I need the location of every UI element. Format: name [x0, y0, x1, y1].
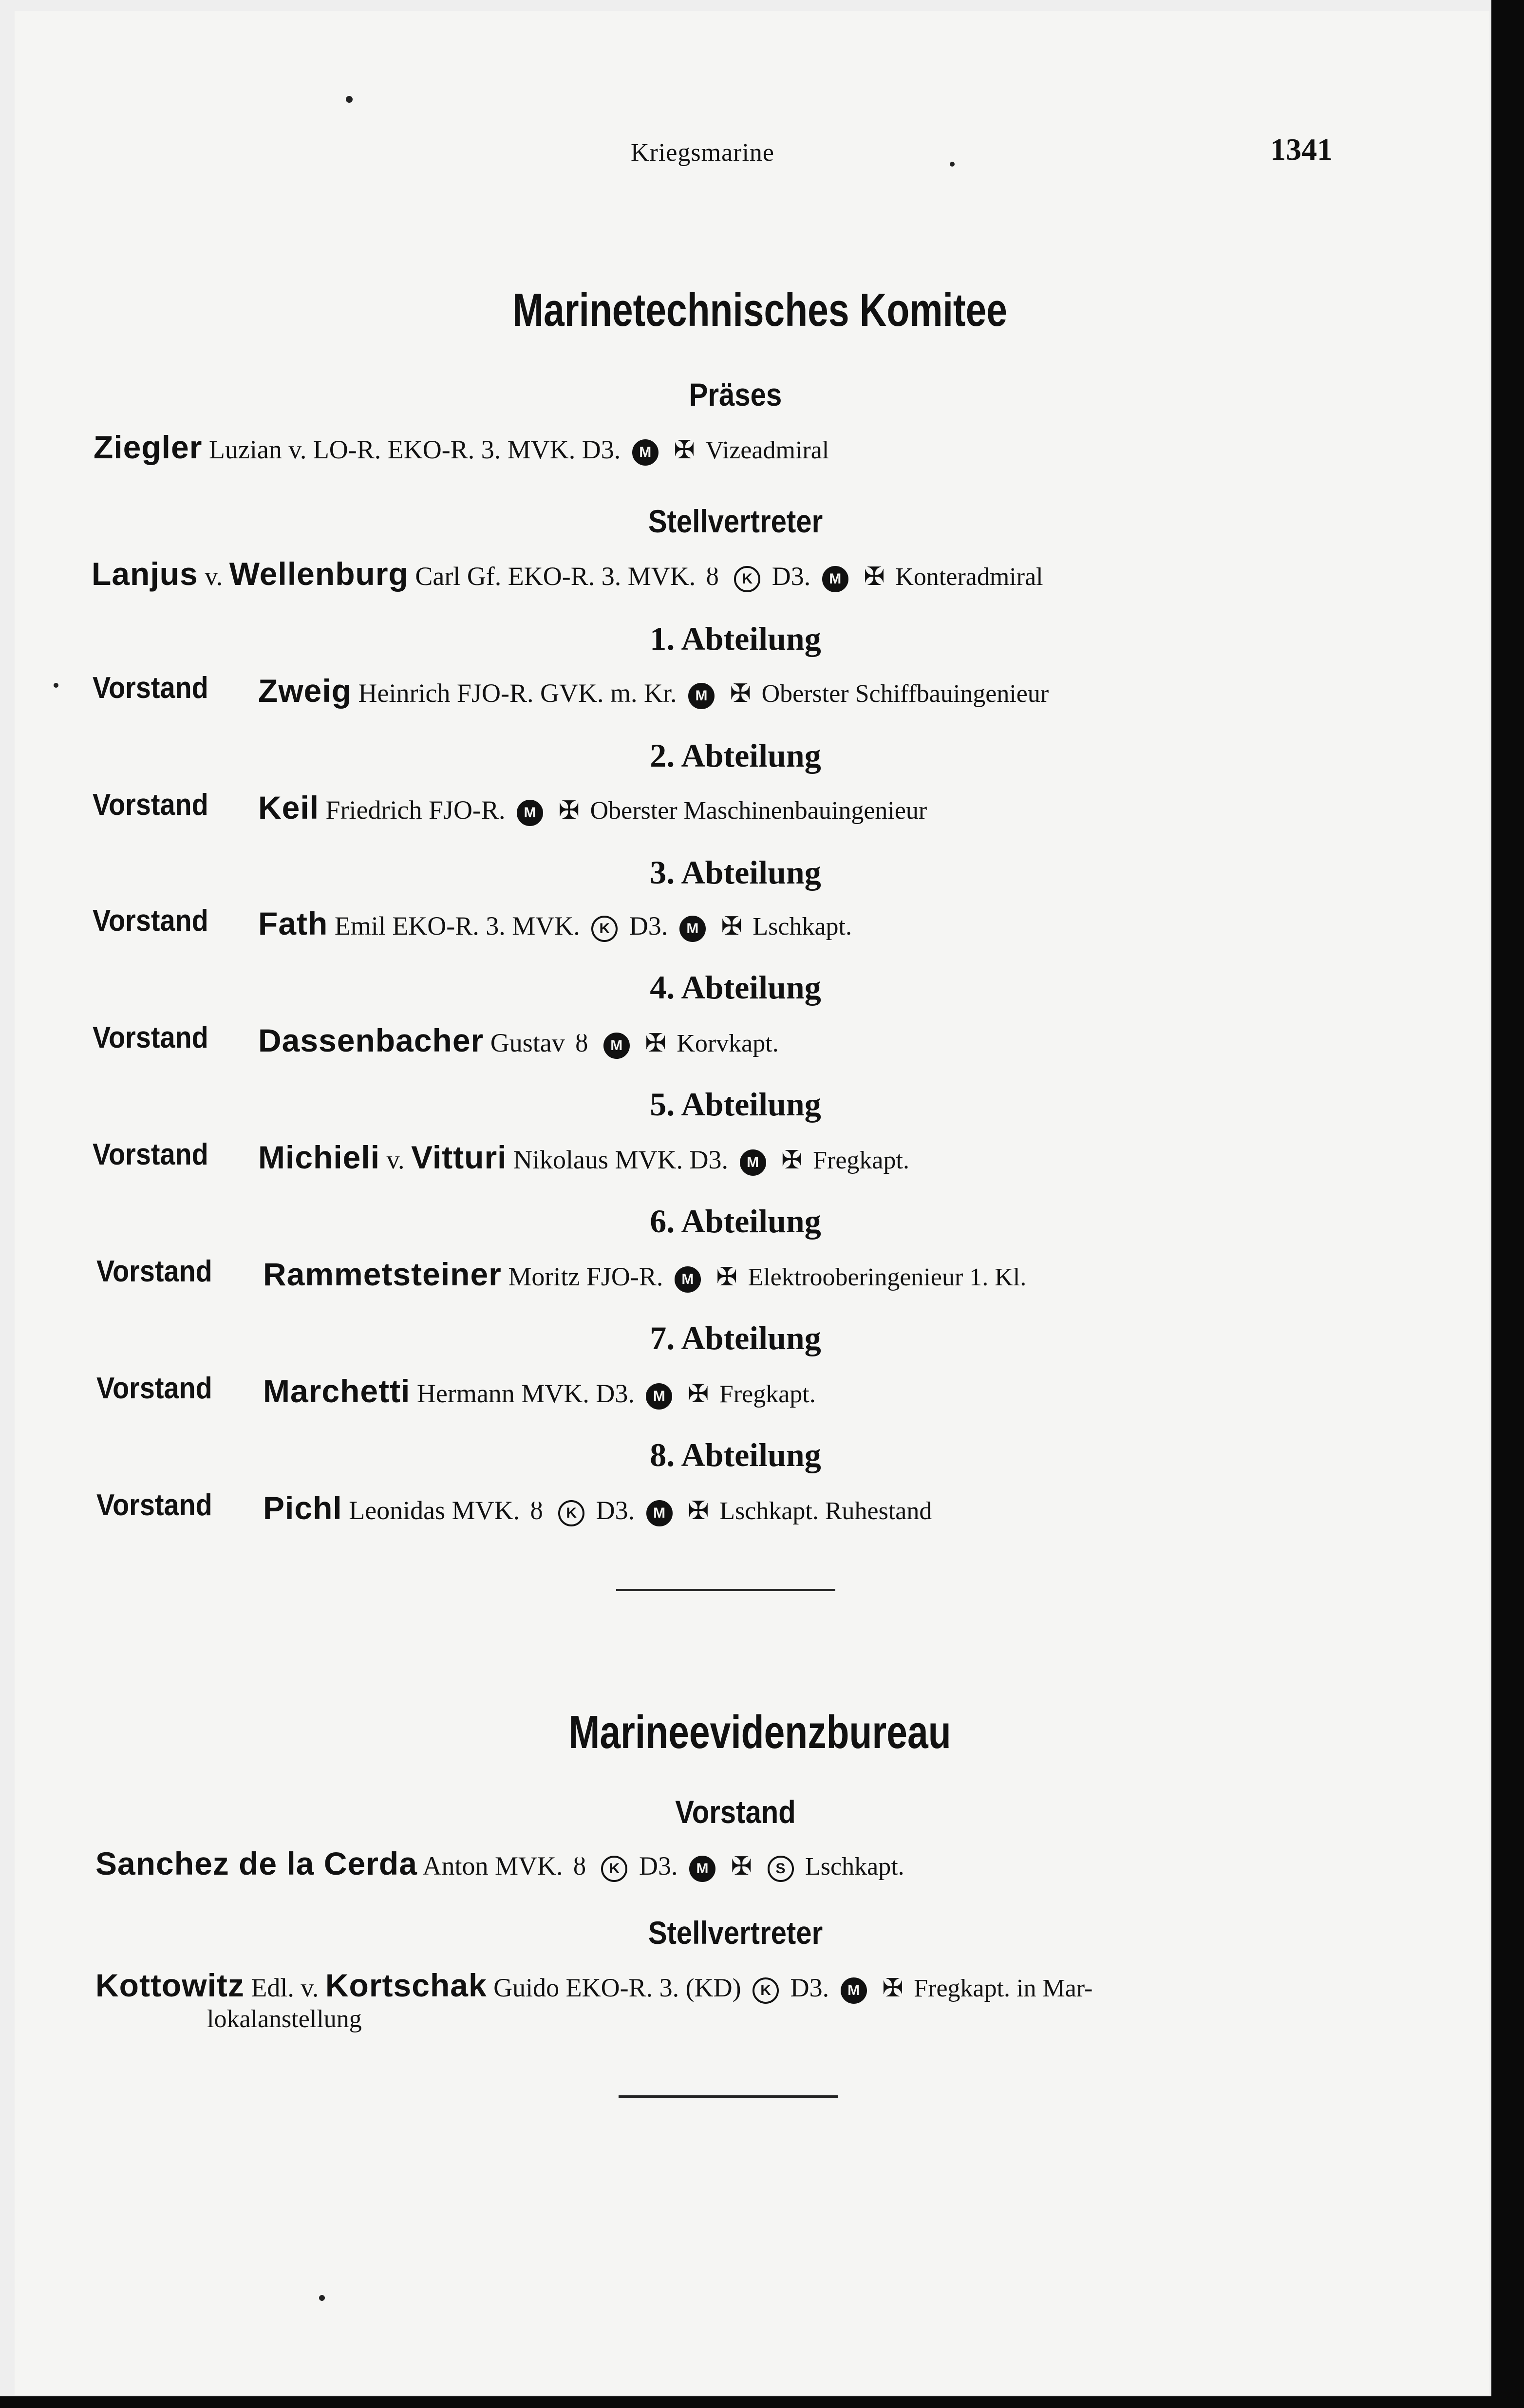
entry-rank: Oberster Schiffbauingenieur	[761, 680, 1049, 708]
entry-name: Vitturi	[411, 1139, 507, 1175]
cross-icon: ✠	[730, 680, 752, 708]
entry-row	[95, 1967, 1092, 2004]
entry-details-2: D3.	[596, 1496, 635, 1525]
entry-row	[258, 905, 852, 942]
entry-rank: Lschkapt.	[805, 1853, 904, 1881]
cross-icon: ✠	[721, 913, 742, 941]
entry-rank: Fregkapt.	[813, 1147, 909, 1174]
entry-rank-continuation: lokalanstellung	[207, 2005, 362, 2033]
cross-icon: ✠	[687, 1380, 709, 1408]
m-medal-icon: M	[646, 1500, 673, 1526]
entry-rank: Elektrooberingenieur 1. Kl.	[748, 1263, 1027, 1291]
entry-rank: Lschkapt. Ruhestand	[719, 1497, 932, 1525]
group-heading: 3. Abteilung	[650, 854, 821, 891]
entry-row	[95, 1845, 904, 1882]
m-medal-icon: M	[841, 1977, 867, 2004]
decoration-icon: ȣ	[573, 1853, 586, 1881]
page-sheet	[15, 11, 1489, 2395]
group-heading: 2. Abteilung	[650, 737, 821, 774]
print-speck	[950, 162, 955, 167]
print-speck	[319, 2295, 325, 2301]
decoration-icon: ȣ	[575, 1030, 588, 1057]
m-medal-icon: M	[740, 1149, 766, 1176]
m-medal-icon: M	[822, 566, 848, 592]
entry-name: Zweig	[258, 673, 352, 709]
entry-rank: Konteradmiral	[895, 563, 1043, 591]
print-speck	[54, 683, 58, 688]
entry-name: Michieli	[258, 1139, 380, 1175]
running-head: Kriegsmarine	[631, 139, 775, 167]
m-medal-icon: M	[675, 1266, 701, 1293]
cross-icon: ✠	[688, 1497, 709, 1525]
entry-rank: Fregkapt. in Mar-	[914, 1975, 1093, 2002]
entry-details: Hermann MVK. D3.	[416, 1379, 635, 1408]
m-medal-icon: M	[689, 1856, 715, 1882]
s-medal-icon: S	[768, 1856, 794, 1882]
entry-name: Ziegler	[94, 429, 203, 465]
scan-right-edge	[1491, 0, 1524, 2408]
entry-row	[92, 555, 1043, 592]
entry-name: Pichl	[263, 1490, 342, 1526]
entry-name: Marchetti	[263, 1373, 411, 1409]
entry-details: Moritz FJO-R.	[508, 1262, 663, 1291]
entry-name: Rammetsteiner	[263, 1256, 502, 1292]
entry-row	[258, 789, 927, 826]
entry-name: Kottowitz	[95, 1967, 245, 2003]
entry-details: Heinrich FJO-R. GVK. m. Kr.	[358, 678, 677, 708]
m-medal-icon: M	[688, 683, 715, 709]
entry-details: Gustav	[490, 1028, 565, 1057]
entry-row	[263, 1256, 1026, 1293]
k-medal-icon: K	[601, 1856, 627, 1882]
entry-label: Vorstand	[93, 904, 208, 938]
group-heading: Präses	[689, 376, 782, 413]
entry-rank: Oberster Maschinenbauingenieur	[590, 797, 927, 825]
entry-label: Vorstand	[96, 1372, 212, 1405]
entry-details-2: D3.	[790, 1973, 829, 2002]
section-divider	[616, 1589, 835, 1591]
entry-row	[94, 429, 829, 466]
group-heading: Stellvertreter	[648, 503, 823, 539]
entry-rank: Korvkapt.	[677, 1030, 779, 1057]
print-speck	[346, 96, 353, 103]
k-medal-icon: K	[734, 566, 760, 592]
entry-name: Dassenbacher	[258, 1022, 484, 1058]
entry-name-particle: v.	[386, 1145, 405, 1174]
k-medal-icon: K	[558, 1500, 584, 1526]
group-heading: 4. Abteilung	[650, 969, 821, 1006]
section-divider	[619, 2095, 838, 2098]
entry-name: Kortschak	[325, 1967, 487, 2003]
group-heading: 5. Abteilung	[650, 1086, 821, 1123]
entry-name: Lanjus	[92, 556, 198, 592]
m-medal-icon: M	[679, 916, 706, 942]
entry-details-2: D3.	[639, 1851, 678, 1881]
entry-name: Sanchez de la Cerda	[95, 1845, 417, 1881]
entry-row	[258, 1022, 779, 1059]
entry-row	[263, 1373, 816, 1410]
entry-details: Anton MVK.	[422, 1851, 563, 1881]
entry-row	[263, 1489, 932, 1526]
entry-name: Wellenburg	[229, 556, 409, 592]
group-heading: 7. Abteilung	[650, 1319, 821, 1356]
k-medal-icon: K	[753, 1977, 779, 2004]
entry-name-particle: v.	[205, 562, 223, 591]
entry-details: Nikolaus MVK. D3.	[513, 1145, 729, 1174]
entry-details-2: D3.	[629, 911, 668, 941]
entry-label: Vorstand	[93, 1138, 208, 1171]
group-heading: Stellvertreter	[648, 1915, 823, 1951]
entry-row	[258, 672, 1049, 709]
entry-details: Emil EKO-R. 3. MVK.	[334, 911, 580, 941]
entry-label: Vorstand	[93, 788, 208, 822]
cross-icon: ✠	[674, 436, 695, 464]
entry-row	[258, 1139, 909, 1176]
entry-name: Fath	[258, 905, 328, 941]
cross-icon: ✠	[645, 1030, 666, 1057]
cross-icon: ✠	[781, 1147, 803, 1174]
entry-rank: Lschkapt.	[753, 913, 852, 941]
entry-details: Leonidas MVK.	[349, 1496, 520, 1525]
entry-label: Vorstand	[96, 1255, 212, 1288]
k-medal-icon: K	[591, 916, 618, 942]
scan-bottom-edge	[0, 2396, 1524, 2408]
entry-label: Vorstand	[93, 1021, 208, 1054]
group-heading: 8. Abteilung	[650, 1436, 821, 1473]
entry-details: Luzian v. LO-R. EKO-R. 3. MVK. D3.	[208, 435, 621, 464]
group-heading: 1. Abteilung	[650, 620, 821, 657]
entry-label: Vorstand	[96, 1488, 212, 1522]
group-heading: 6. Abteilung	[650, 1203, 821, 1240]
cross-icon: ✠	[864, 563, 885, 591]
entry-details: Friedrich FJO-R.	[325, 795, 506, 825]
group-heading: Vorstand	[675, 1794, 796, 1830]
cross-icon: ✠	[882, 1975, 903, 2002]
cross-icon: ✠	[558, 797, 580, 825]
entry-name-particle: Edl. v.	[251, 1973, 319, 2002]
m-medal-icon: M	[517, 800, 543, 826]
decoration-icon: ȣ	[530, 1497, 543, 1525]
page-number: 1341	[1270, 132, 1333, 167]
entry-details-2: D3.	[771, 562, 811, 591]
entry-details: Guido EKO-R. 3. (KD)	[493, 1973, 741, 2002]
cross-icon: ✠	[716, 1263, 737, 1291]
entry-name: Keil	[258, 790, 320, 826]
entry-label: Vorstand	[93, 671, 208, 705]
m-medal-icon: M	[603, 1033, 630, 1059]
section-title: Marineevidenzbureau	[568, 1706, 951, 1758]
cross-icon: ✠	[731, 1853, 753, 1881]
decoration-icon: ȣ	[706, 563, 719, 591]
m-medal-icon: M	[646, 1383, 672, 1410]
m-medal-icon: M	[632, 439, 659, 466]
entry-details: Carl Gf. EKO-R. 3. MVK.	[415, 562, 696, 591]
entry-rank: Vizeadmiral	[705, 436, 829, 464]
section-title: Marinetechnisches Komitee	[512, 284, 1007, 336]
entry-rank: Fregkapt.	[719, 1380, 816, 1408]
